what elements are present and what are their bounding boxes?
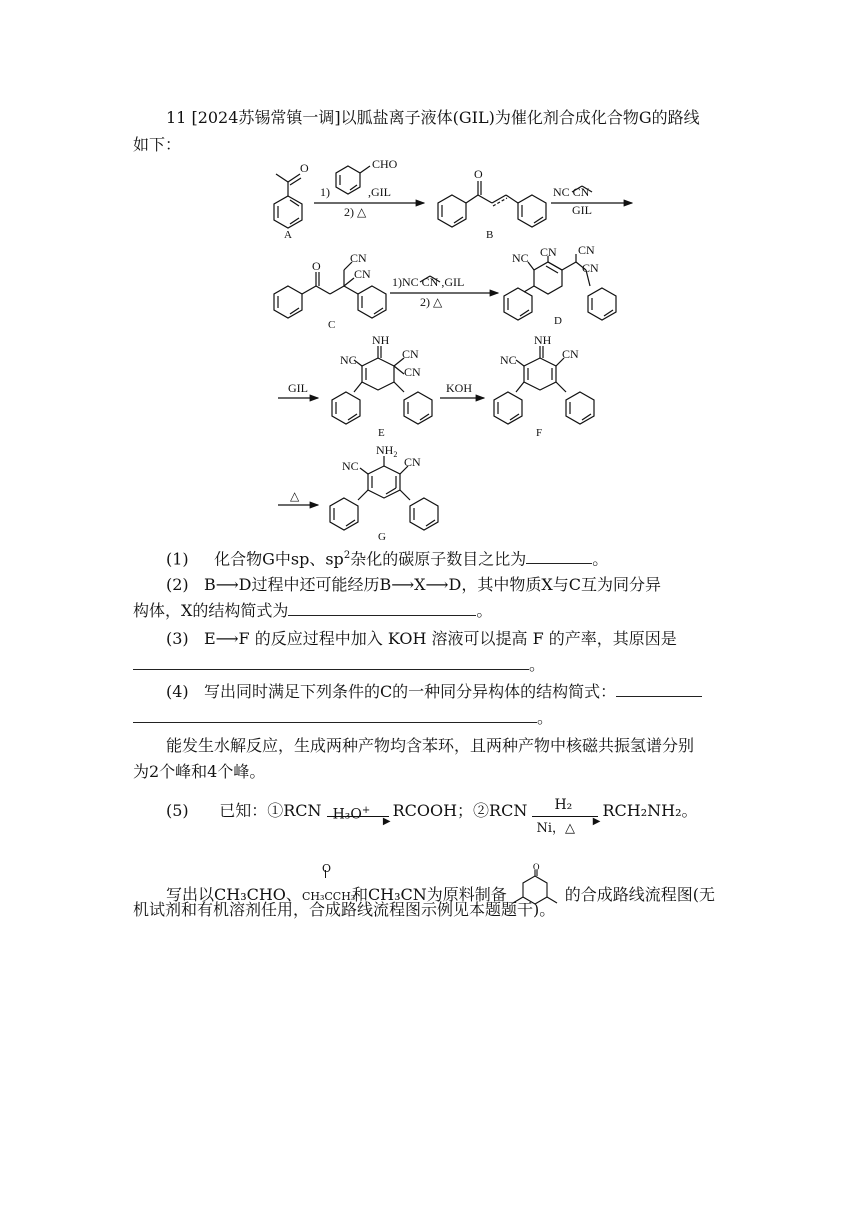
d-cn-1: CN [540,245,557,259]
e-nc: NC [340,353,357,367]
label-c: C [328,319,336,331]
d-cn-2: CN [578,243,595,257]
svg-text:O: O [532,862,540,872]
f-cn: CN [562,347,579,361]
step3-top: 1)NC CN ,GIL [392,275,465,289]
e-cn-1: CN [402,347,419,361]
acetone-structure: O CH₃CCH₃ [301,862,356,903]
q1: (1) 化合物G中sp、$sp^2$杂化的碳原子数目之比为 。 [166,549,609,569]
g-cn: CN [404,455,421,469]
q3-line2: 。 [133,654,545,676]
g-nc: NC [342,459,359,473]
question-intro-line1: 11 [2024苏锡常镇一调]以胍盐离子液体(GIL)为催化剂合成化合物G的路线 [166,108,700,127]
step1-cho: CHO [372,157,398,171]
q1-answer-blank[interactable] [526,549,592,564]
q2-line1: (2) B⟶D过程中还可能经历B⟶X⟶D，其中物质X与C互为同分异 [166,575,661,594]
step1-bottom: 2) △ [344,205,367,219]
step2-bottom: GIL [572,203,592,217]
q4-line2: 。 [133,707,553,729]
f-nc: NC [500,353,517,367]
d-nc: NC [512,251,529,265]
c-cn-1: CN [350,251,367,265]
step6-reagent: △ [290,489,300,503]
step1-top: 1) [320,185,330,199]
e-cn-2: CN [404,365,421,379]
compound-b [438,181,546,227]
q4-condition-line1: 能发生水解反应，生成两种产物均含苯环，且两种产物中核磁共振氢谱分别 [166,736,695,755]
step3-bottom: 2) △ [420,295,443,309]
q4-answer-blank-b[interactable] [133,708,537,723]
step4-reagent: GIL [288,381,308,395]
q5-known: (5) 已知：①RCN H₃O+ ▶ RCOOH；②RCN H₂ ▶ Ni，△ RCH₂NH₂。 [166,797,698,836]
label-d: D [554,315,562,327]
compound-a [274,174,302,228]
d-cn-3: CN [582,261,599,275]
label-e: E [378,427,385,439]
q2-line2: 构体，X的结构简式为 。 [133,601,493,620]
c-carbonyl-o: O [312,259,321,273]
q5-write-line1: 写出以CH₃CHO、 O CH₃CCH₃和CH₃CN为原料制备 O 的合成路线流程图(无 [166,868,715,908]
label-b: B [486,229,494,241]
question-intro-line2: 如下： [133,135,182,154]
q4-answer-blank-a[interactable] [616,682,702,697]
label-g: G [378,531,386,543]
a-carbonyl-o: O [300,161,309,175]
f-nh: NH [534,333,552,347]
c-cn-2: CN [354,267,371,281]
q4-line1: (4) 写出同时满足下列条件的C的一种同分异构体的结构简式： [166,681,702,703]
step1-gil: ,GIL [368,185,391,199]
q3-answer-blank[interactable] [133,655,529,670]
step5-reagent: KOH [446,381,472,395]
q4-condition-line2: 为2个峰和4个峰。 [133,762,266,781]
label-a: A [284,229,292,241]
synthesis-scheme [0,0,860,545]
step2-top: NC CN [553,185,590,199]
q2-answer-blank[interactable] [288,601,476,616]
b-carbonyl-o: O [474,167,483,181]
e-nh: NH [372,333,390,347]
q3-line1: (3) E⟶F 的反应过程中加入 KOH 溶液可以提高 F 的产率，其原因是 [166,629,677,648]
q5-write-line2: 机试剂和有机溶剂任用，合成路线流程图示例见本题题干)。 [133,900,556,919]
label-f: F [536,427,543,439]
g-nh2: $NH_2$ [376,443,398,459]
